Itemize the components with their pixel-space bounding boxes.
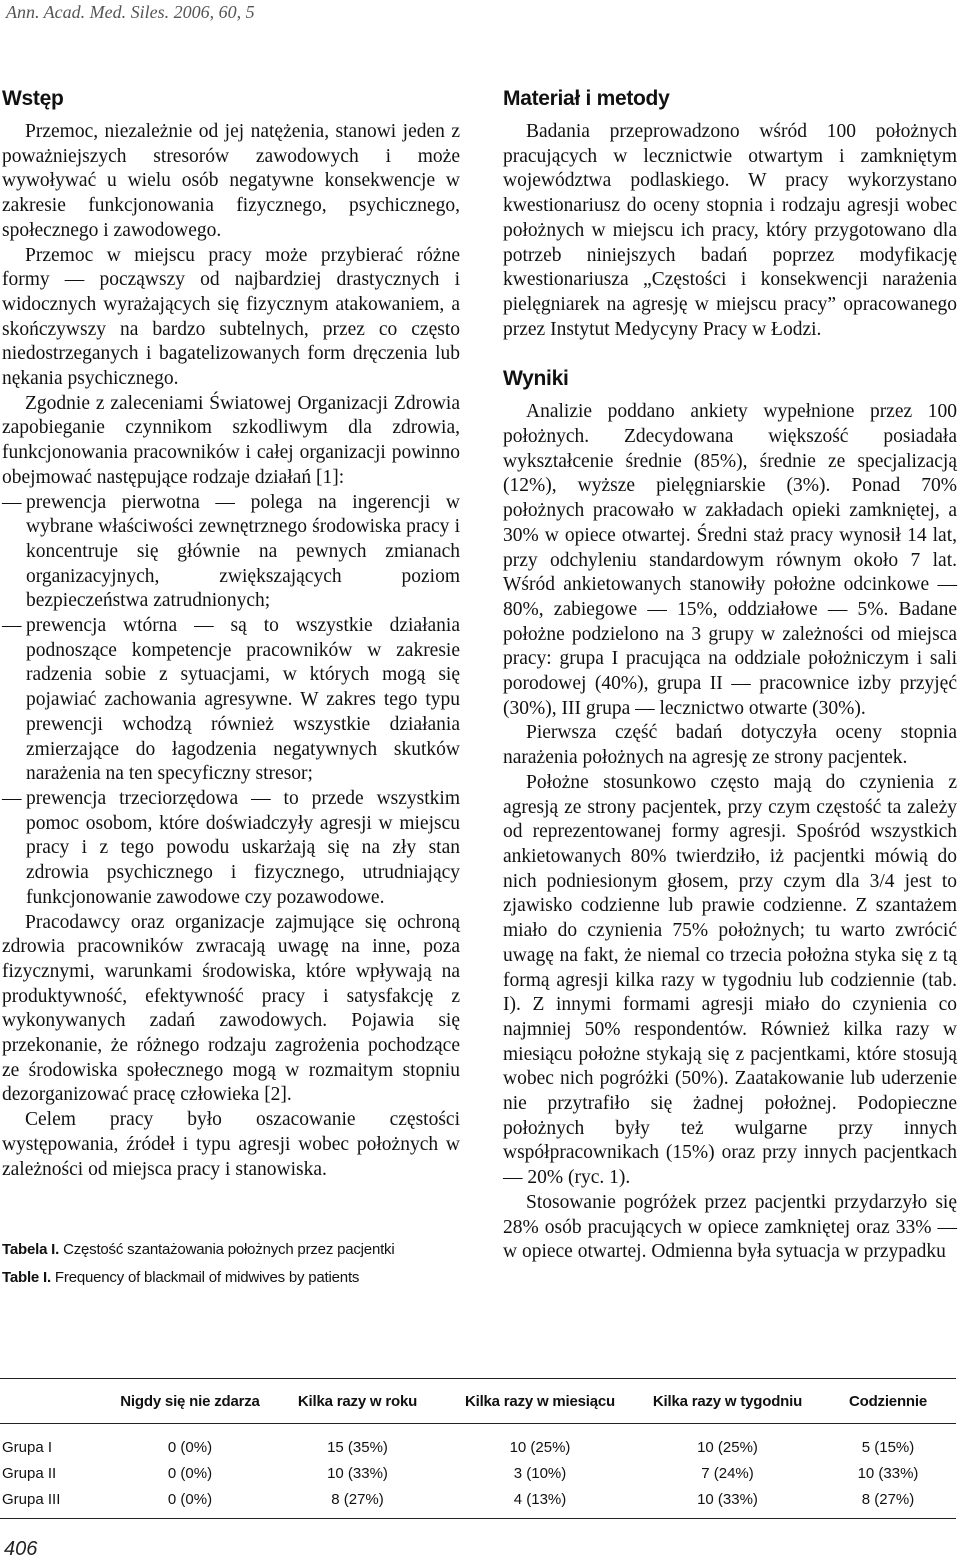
column-header	[0, 1379, 110, 1424]
bullet-dash: —	[2, 615, 22, 637]
paragraph: Stosowanie pogróżek przez pacjentki przydarzyło się 28% osób pracujących w opiece zamkniętej oraz 33% — w opiece otwartej. Odmienna była sytuacja w przypadku	[503, 1191, 957, 1263]
list-item-text: prewencja wtórna — są to wszystkie działania podnoszące kompetencje pracowników w zakresie radzenia sobie z sytuacjami, w których mogą się pojawiać zachowania agresywne. W zakres tego typu prewencji wchodzą również wszystkie działania zmierzające do łagodzenia negatywnych skutków narażenia na ten specyficzny stresor;	[26, 615, 460, 785]
caption-text: Częstość szantażowania położnych przez pacjentki	[59, 1241, 395, 1258]
table-row	[0, 1486, 956, 1519]
table-header-row	[0, 1379, 956, 1424]
table-cell: 10 (25%)	[697, 1438, 758, 1456]
table-cell: 4 (13%)	[513, 1490, 567, 1508]
list-item-text: prewencja trzeciorzędowa — to przede wszystkim pomoc osobom, które doświadczyły agresji w miejscu pracy i z tego powodu uskarżają się na zły stan zdrowia psychicznego i fizycznego, utrudniający funkcjonowanie zawodowe czy pozawodowe.	[26, 787, 460, 908]
caption-text: Frequency of blackmail of midwives by patients	[50, 1269, 360, 1286]
table-cell: 3 (10%)	[513, 1464, 567, 1482]
table-cell: 10 (33%)	[327, 1464, 388, 1482]
paragraph: Analizie poddano ankiety wypełnione przez 100 położnych. Zdecydowana większość posiadała wykształcenie średnie (85%), średnie ze specjalizacją (12%), wyższe pielęgniarskie (3%). Ponad 70% położnych pracowało w zakładach opieki zamkniętej, a 30% w opiece otwartej. Średni staż pracy wynosił 14 lat, przy odchyleniu standardowym równym około 7 lat. Wśród ankietowanych stanowiły położne odcinkowe — 80%, zabiegowe — 15%, oddziałowe — 5%. Badane położne podzielono na 3 grupy w zależności od miejsca pracy: grupa I pracująca na oddziale położniczym i sali porodowej (40%), grupa II — pracownice izby przyjęć (30%), III grupa — lecznictwo otwarte (30%).	[503, 401, 957, 719]
paragraph: Celem pracy było oszacowanie częstości występowania, źródeł i typu agresji wobec położnych w zależności od miejsca pracy i stanowiska.	[2, 1109, 460, 1180]
table-caption-en	[2, 1264, 395, 1292]
section-heading-methods: Materiał i metody	[503, 87, 670, 110]
table-caption-pl	[2, 1236, 395, 1264]
paragraph: Pierwsza część badań dotyczyła oceny stopnia narażenia położnych na agresję ze strony pacjentek.	[503, 722, 957, 769]
paragraph: Położne stosunkowo często mają do czynienia z agresją ze strony pacjentek, przy czym częstość ta zależy od reprezentowanej formy agresji. Spośród wszystkich ankietowanych 80% twierdziło, iż pacjentki mówią do nich podniesionym głosem, przy czym dla 3/4 jest to zjawisko codzienne lub prawie codzienne. Z szantażem miało do czynienia 75% położnych; tu warto zwrócić uwagę na fakt, że niemal co trzecia położna styka się z tą formą agresji kilka razy w tygodniu lub codziennie (tab. I). Z innymi formami agresji miało do czynienia co najmniej 50% respondentów. Również kilka razy w miesiącu położne stykają się z pacjentkami, które stosują wobec nich pogróżki (50%). Zaatakowanie lub uderzenie nie przytrafiło się żadnej położnej. Podopieczne położnych były też wulgarne przy innych współpracownikach (15%) oraz przy innych pacjentkach — 20% (ryc. 1).	[503, 771, 957, 1189]
table-cell: 7 (24%)	[701, 1464, 754, 1482]
table-cell: Grupa I	[2, 1438, 53, 1456]
data-table	[0, 1378, 956, 1519]
page-number: 406	[4, 1538, 38, 1560]
column-header: Kilka razy w miesiącu	[464, 1392, 616, 1410]
journal-header: Ann. Acad. Med. Siles. 2006, 60, 5	[6, 2, 255, 22]
table-cell: 15 (35%)	[327, 1438, 388, 1456]
column-header: Kilka razy w tygodniu	[652, 1392, 803, 1410]
table-cell: 8 (27%)	[861, 1490, 915, 1508]
paragraph: Badania przeprowadzono wśród 100 położnych pracujących w lecznictwie otwartym i zamkniętym województwa podlaskiego. W pracy wykorzystano kwestionariusz do oceny stopnia i rodzaju agresji wobec położnych w miejscu ich pracy, który przygotowano dla potrzeb niniejszych badań poprzez modyfikację kwestionariusza „Częstości i konsekwencji narażenia pielęgniarek na agresję w miejscu pracy” opracowanego przez Instytut Medycyny Pracy w Łodzi.	[503, 121, 957, 340]
table-row	[0, 1424, 956, 1461]
table-cell: 5 (15%)	[861, 1438, 915, 1456]
table-captions	[2, 1236, 395, 1292]
table-cell: 0 (0%)	[167, 1438, 213, 1456]
caption-label: Tabela I.	[2, 1241, 60, 1258]
table-cell: 0 (0%)	[167, 1464, 213, 1482]
column-header: Kilka razy w roku	[297, 1392, 418, 1410]
table-cell: 8 (27%)	[331, 1490, 384, 1508]
caption-label: Table I.	[2, 1269, 51, 1286]
right-column	[503, 86, 957, 1265]
section-heading-intro: Wstęp	[2, 87, 64, 110]
paragraph: Pracodawcy oraz organizacje zajmujące się ochroną zdrowia pracowników zwracają uwagę na inne, poza fizycznymi, warunkami środowiska, które wpływają na produktywność, efektywność pracy i satysfakcję z wykonywanych zadań zawodowych. Pojawia się przekonanie, że różnego rodzaju zagrożenia pochodzące ze środowiska społecznego mogą w rozmaitym stopniu dezorganizować pracę człowieka [2].	[2, 911, 460, 1106]
list-item	[2, 614, 460, 787]
column-header: Codziennie	[848, 1392, 927, 1410]
paragraph: Przemoc w miejscu pracy może przybierać różne formy — począwszy od najbardziej drastycznych i widocznych wyrażających się fizycznym atakowaniem, a skończywszy na bardzo subtelnych, przez co często niedostrzeganych i bagatelizowanych form dręczenia lub nękania psychicznego.	[2, 244, 460, 390]
section-heading-results: Wyniki	[503, 367, 569, 391]
table-cell: 10 (33%)	[697, 1490, 758, 1508]
bullet-dash: —	[2, 787, 22, 809]
left-column	[2, 86, 460, 1182]
table-cell: 10 (25%)	[509, 1438, 571, 1456]
bullet-dash: —	[2, 491, 22, 513]
list-item	[2, 491, 460, 615]
list-item	[2, 787, 460, 911]
table-row	[0, 1460, 956, 1486]
table-cell: Grupa III	[2, 1490, 61, 1508]
column-header: Nigdy się nie zdarza	[120, 1392, 260, 1410]
table-cell: 0 (0%)	[167, 1490, 213, 1508]
list-item-text: prewencja pierwotna — polega na ingerencji w wybrane właściwości zewnętrznego środowiska pracy i koncentruje się głównie na pewnych zmianach organizacyjnych, zwiększających poziom bezpieczeństwa zatrudnionych;	[26, 491, 460, 612]
table-cell: 10 (33%)	[857, 1464, 919, 1482]
paragraph: Przemoc, niezależnie od jej natężenia, stanowi jeden z poważniejszych stresorów zawodowych i może wywoływać u wielu osób negatywne konsekwencje w zakresie funkcjonowania fizycznego, psychicznego, społecznego i zawodowego.	[2, 121, 460, 241]
table-cell: Grupa II	[2, 1464, 57, 1482]
paragraph: Zgodnie z zaleceniami Światowej Organizacji Zdrowia zapobieganie czynnikom szkodliwym dla zdrowia, funkcjonowania pracowników i całej organizacji powinno obejmować następujące rodzaje działań [1]:	[2, 392, 460, 488]
